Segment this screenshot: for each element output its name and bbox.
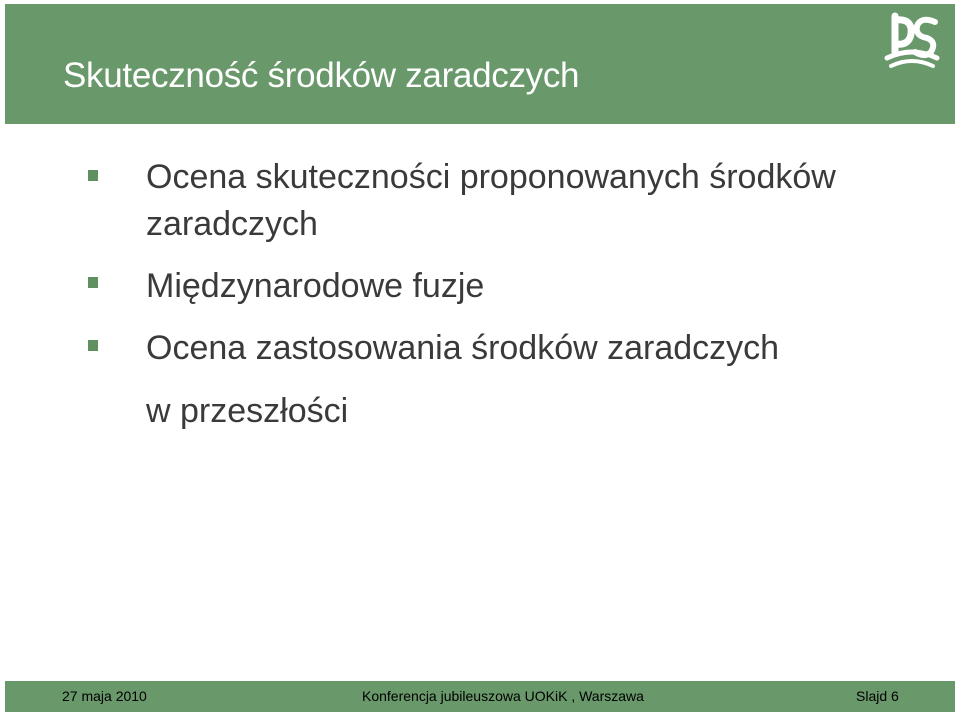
- footer-slide-number: Slajd 6: [856, 688, 899, 704]
- bullet-item-2: Międzynarodowe fuzje: [146, 267, 485, 305]
- bullet-item-1-line-1: Ocena skuteczności proponowanych środków: [146, 158, 836, 196]
- bullet-item-3-line-2: w przeszłości: [146, 392, 349, 430]
- bullet-marker: [88, 277, 98, 288]
- bullet-item-3-line-1: Ocena zastosowania środków zaradczych: [146, 329, 780, 367]
- slide-footer: [5, 681, 955, 712]
- logo-icon: [883, 12, 941, 74]
- bullet-marker: [88, 170, 98, 181]
- slide-title: Skuteczność środków zaradczych: [63, 56, 580, 95]
- footer-event: Konferencja jubileuszowa UOKiK , Warszawa: [362, 688, 644, 704]
- footer-date: 27 maja 2010: [62, 688, 147, 704]
- bullet-item-1-line-2: zaradczych: [146, 205, 318, 243]
- bullet-marker: [88, 340, 98, 351]
